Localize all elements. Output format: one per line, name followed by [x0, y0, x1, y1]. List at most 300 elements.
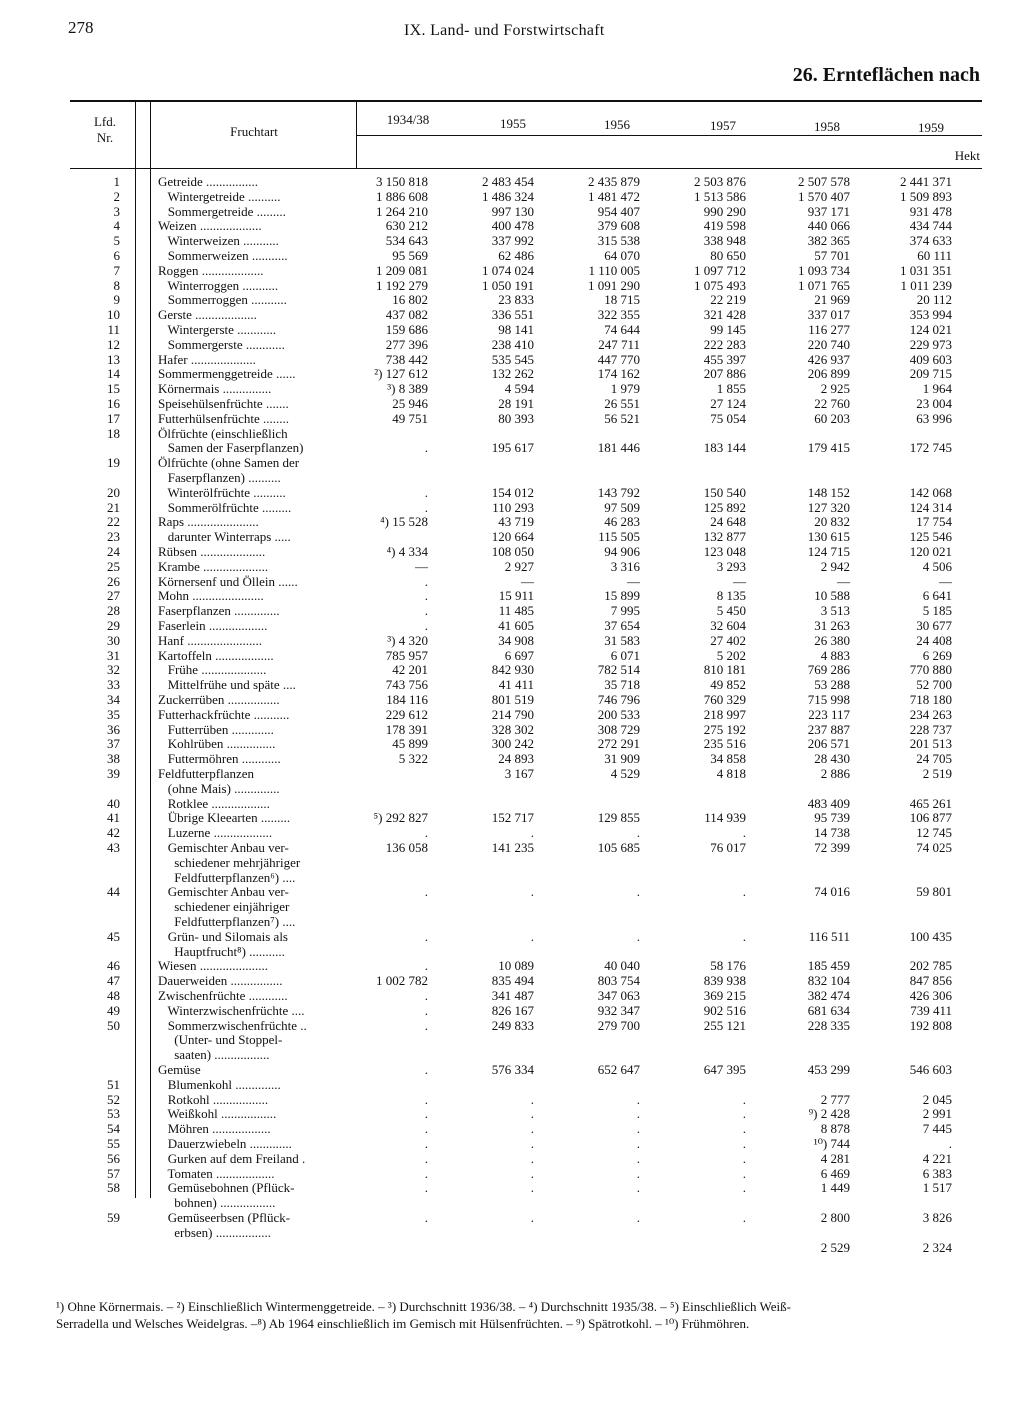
cell-value: .: [530, 1136, 534, 1151]
cell-value: 369 215: [703, 988, 746, 1003]
cell-value: 124 314: [909, 499, 952, 515]
cell-value: 409 603: [909, 351, 952, 367]
cell-value: 374 633: [909, 233, 952, 249]
cell-value: .: [530, 1165, 534, 1181]
cell-value: .: [636, 1136, 640, 1151]
cell-value: 440 066: [807, 218, 850, 234]
crop-name: Körnermais ...............: [158, 381, 272, 397]
cell-value: 341 487: [491, 988, 534, 1003]
cell-value: 34 858: [710, 751, 746, 767]
cell-value: 130 615: [807, 529, 850, 545]
crop-name: Gemüse: [158, 1062, 201, 1077]
cell-value: 4 883: [820, 647, 850, 663]
cell-value: 10 588: [814, 588, 850, 604]
cell-value: .: [530, 884, 534, 900]
row-number: 38: [107, 751, 120, 767]
crop-name: Gemischter Anbau ver-: [158, 840, 289, 855]
crop-name: Winterweizen ...........: [158, 233, 279, 249]
footnotes: [56, 1298, 986, 1332]
cell-value: 125 892: [703, 499, 746, 515]
cell-value: 18 715: [604, 292, 640, 308]
crop-name: Samen der Faserpflanzen): [158, 440, 304, 456]
cell-value: 322 355: [597, 307, 640, 323]
crop-name: Getreide ................: [158, 174, 259, 189]
cell-value: .: [424, 958, 428, 974]
cell-value: .: [424, 1017, 428, 1033]
cell-value: 247 711: [598, 336, 640, 352]
cell-value: 769 286: [807, 662, 850, 678]
cell-value: 17 754: [916, 514, 952, 530]
cell-value: 782 514: [597, 662, 640, 678]
cell-value: —: [837, 573, 850, 589]
cell-value: 110 293: [492, 499, 534, 515]
cell-value: 1 002 782: [376, 973, 428, 989]
cell-value: 382 365: [807, 233, 850, 249]
cell-value: 41 605: [498, 618, 534, 633]
cell-value: 143 792: [597, 484, 640, 500]
row-number: 36: [107, 721, 120, 737]
cell-value: 718 180: [909, 692, 952, 707]
cell-value: 321 428: [703, 307, 746, 323]
row-number: 39: [107, 766, 120, 781]
crop-name: Speisehülsenfrüchte .......: [158, 396, 289, 411]
cell-value: 2 507 578: [798, 174, 850, 189]
crop-name: darunter Winterraps .....: [158, 529, 291, 545]
cell-value: 105 685: [597, 840, 640, 855]
cell-value: 27 402: [710, 632, 746, 648]
cell-value: 535 545: [491, 351, 534, 367]
cell-value: 2 800: [820, 1210, 850, 1225]
cell-value: 99 145: [710, 322, 746, 337]
crop-name: Gurken auf dem Freiland .: [158, 1150, 306, 1166]
cell-value: 49 852: [710, 677, 746, 693]
cell-value: 183 144: [703, 440, 746, 456]
cell-value: 26 380: [814, 632, 850, 648]
cell-value: 49 751: [392, 410, 428, 426]
cell-value: 40 040: [604, 958, 640, 974]
cell-value: 21 969: [814, 292, 850, 308]
cell-value: 255 121: [703, 1017, 746, 1033]
cell-value: 308 729: [597, 721, 640, 737]
cell-value: .: [636, 1150, 640, 1166]
crop-name: Hanf .......................: [158, 632, 262, 648]
cell-value: 214 790: [491, 706, 534, 722]
cell-value: 202 785: [909, 958, 952, 974]
cell-value: 3 150 818: [376, 174, 428, 189]
cell-value: 125 546: [909, 529, 952, 545]
row-number: 13: [107, 351, 120, 367]
cell-value: 115 505: [598, 529, 640, 545]
crop-name: Frühe ....................: [158, 662, 267, 678]
cell-value: 22 760: [814, 396, 850, 411]
cell-value: .: [636, 1180, 640, 1196]
cell-value: .: [742, 1121, 746, 1137]
row-number: 45: [107, 928, 120, 944]
cell-value: .: [424, 1121, 428, 1137]
cell-value: 4 281: [820, 1150, 850, 1166]
cell-value: 132 262: [491, 366, 534, 382]
cell-value: 220 740: [807, 336, 850, 352]
cell-value: 20 832: [814, 514, 850, 530]
cell-value: 62 486: [498, 248, 534, 263]
cell-value: 64 070: [604, 248, 640, 263]
cell-value: .: [424, 440, 428, 456]
row-number: 59: [107, 1210, 120, 1225]
crop-name: Gemüseerbsen (Pflück-: [158, 1210, 291, 1225]
cell-value: 129 855: [597, 810, 640, 826]
cell-value: 24 408: [916, 632, 952, 648]
cell-value: 738 442: [385, 351, 428, 367]
cell-value: 1 071 765: [798, 277, 850, 293]
row-number: 21: [107, 499, 120, 515]
crop-name: erbsen) .................: [158, 1224, 272, 1240]
cell-value: .: [424, 603, 428, 619]
crop-name: Faserpflanzen) ..........: [158, 470, 281, 485]
crop-name: Kohlrüben ...............: [158, 736, 276, 752]
cell-value: 997 130: [491, 203, 534, 219]
cell-value: 75 054: [710, 410, 746, 426]
cell-value: 932 347: [597, 1002, 640, 1018]
header-year: 1957: [710, 118, 736, 133]
crop-name: schiedener mehrjähriger: [158, 854, 301, 870]
cell-value: 136 058: [385, 840, 428, 855]
cell-value: 647 395: [703, 1062, 746, 1077]
cell-value: .: [424, 1106, 428, 1122]
cell-value: 337 017: [807, 307, 850, 323]
cell-value: 1 509 893: [900, 188, 952, 204]
cell-value: .: [742, 1165, 746, 1181]
cell-value: 2 441 371: [900, 174, 952, 189]
cell-value: 801 519: [491, 692, 534, 707]
cell-value: 25 946: [392, 396, 428, 411]
cell-value: ⁴) 4 334: [386, 544, 428, 559]
cell-value: .: [424, 1165, 428, 1181]
cell-value: 681 634: [807, 1002, 850, 1018]
cell-value: 715 998: [807, 692, 850, 707]
crop-name: Kartoffeln ..................: [158, 647, 274, 663]
crop-name: Feldfutterpflanzen: [158, 766, 255, 781]
row-number: 57: [107, 1165, 120, 1181]
cell-value: 60 111: [917, 248, 952, 263]
cell-value: .: [424, 588, 428, 604]
cell-value: 1 192 279: [376, 277, 428, 293]
cell-value: 10 089: [498, 958, 534, 974]
cell-value: ¹⁰) 744: [813, 1136, 850, 1151]
cell-value: 34 908: [498, 632, 534, 648]
crop-name: Blumenkohl ..............: [158, 1076, 281, 1092]
row-number: 27: [107, 588, 120, 604]
cell-value: 902 516: [703, 1002, 746, 1018]
cell-value: 94 906: [604, 544, 640, 559]
cell-value: 434 744: [909, 218, 952, 234]
crop-name: Feldfutterpflanzen⁶) ....: [158, 869, 296, 885]
cell-value: .: [742, 1180, 746, 1196]
cell-value: 2 927: [504, 558, 534, 574]
cell-value: 5 322: [398, 751, 428, 767]
cell-value: —: [415, 558, 428, 574]
crop-name: Ölfrüchte (einschließlich: [158, 425, 288, 441]
cell-value: 80 650: [710, 248, 746, 263]
cell-value: 172 745: [909, 440, 952, 456]
cell-value: 37 654: [604, 618, 640, 633]
crop-name: (ohne Mais) ..............: [158, 780, 280, 796]
cell-value: 238 410: [491, 336, 534, 352]
cell-value: 1 075 493: [694, 277, 746, 293]
cell-value: 652 647: [597, 1062, 640, 1077]
crop-name: Rotklee ..................: [158, 795, 270, 811]
cell-value: .: [530, 1180, 534, 1196]
cell-value: 114 939: [704, 810, 746, 826]
cell-value: 400 478: [491, 218, 534, 234]
crop-name: schiedener einjähriger: [158, 899, 290, 915]
cell-value: 192 808: [909, 1017, 952, 1033]
crop-name: Feldfutterpflanzen⁷) ....: [158, 914, 296, 929]
crop-name: Futterhülsenfrüchte ........: [158, 410, 290, 426]
cell-value: 159 686: [385, 322, 428, 337]
row-number: 49: [107, 1002, 120, 1018]
cell-value: 41 411: [498, 677, 534, 693]
crop-name: Winterroggen ...........: [158, 277, 279, 293]
cell-value: 106 877: [909, 810, 952, 826]
cell-value: .: [424, 499, 428, 515]
footnote-line: ¹) Ohne Körnermais. – ²) Einschließlich Wintermenggetreide. – ³) Durchschnitt 1936/38. – ⁴) Durchschnitt 1935/38. – ⁵) Einschließlich Weiß-: [56, 1299, 791, 1314]
cell-value: 7 995: [610, 603, 640, 619]
row-number: 50: [107, 1017, 120, 1033]
cell-value: 1 964: [922, 381, 952, 397]
cell-value: 2 519: [922, 766, 952, 781]
cell-value: .: [530, 928, 534, 944]
header-nr: Nr.: [96, 130, 114, 145]
cell-value: 15 899: [604, 588, 640, 604]
cell-value: 2 886: [820, 766, 850, 781]
row-number: 3: [113, 203, 120, 219]
cell-value: 2 483 454: [482, 174, 534, 189]
crop-name: Sommerölfrüchte .........: [158, 499, 292, 515]
crop-name: Ölfrüchte (ohne Samen der: [158, 455, 300, 471]
cell-value: 3 513: [820, 603, 850, 619]
cell-value: .: [636, 1106, 640, 1122]
row-number: 43: [107, 840, 120, 855]
cell-value: 74 016: [814, 884, 850, 900]
cell-value: 2 435 879: [588, 174, 640, 189]
cell-value: .: [530, 1210, 534, 1225]
crop-name: Luzerne ..................: [158, 825, 273, 841]
cell-value: 108 050: [491, 544, 534, 559]
row-number: 14: [107, 366, 120, 382]
cell-value: 847 856: [909, 973, 952, 989]
cell-value: .: [636, 884, 640, 900]
cell-value: 1 855: [716, 381, 746, 397]
cell-value: .: [636, 1091, 640, 1107]
cell-value: 3 316: [610, 558, 640, 574]
row-number: 6: [113, 248, 120, 263]
footnote-line: Serradella und Welsches Weidelgras. –⁸) Ab 1964 einschließlich im Gemisch mit Hülsenfrüchten. – ⁹) Spätrotkohl. – ¹⁰) Frühmöhren.: [56, 1316, 750, 1331]
cell-value: 181 446: [597, 440, 640, 456]
cell-value: 59 801: [916, 884, 952, 900]
crop-name: Tomaten ..................: [158, 1165, 275, 1181]
row-number: 51: [107, 1076, 120, 1092]
cell-value: 20 112: [916, 292, 952, 308]
table-top-rule: [70, 100, 982, 102]
cell-value: 1 517: [922, 1180, 952, 1196]
cell-value: 1 011 239: [900, 277, 952, 293]
cell-value: 1 074 024: [482, 262, 534, 278]
cell-value: 22 219: [710, 292, 746, 308]
cell-value: .: [424, 928, 428, 944]
crop-name: Winterzwischenfrüchte ....: [158, 1002, 305, 1018]
cell-value: 31 909: [604, 751, 640, 767]
cell-value: 4 594: [504, 381, 534, 397]
crop-name: Gemischter Anbau ver-: [158, 884, 289, 900]
row-number: 33: [107, 677, 120, 693]
fruchtart-column-rule: [150, 102, 151, 1198]
cell-value: .: [530, 825, 534, 841]
cell-value: 76 017: [710, 840, 746, 855]
cell-value: 32 604: [710, 618, 746, 633]
cell-value: 465 261: [909, 795, 952, 811]
cell-value: 839 938: [703, 973, 746, 989]
cell-value: 453 299: [807, 1062, 850, 1077]
crop-name: Gerste ...................: [158, 307, 257, 323]
crop-name: Mittelfrühe und späte ....: [158, 677, 296, 693]
cell-value: .: [424, 1062, 428, 1077]
cell-value: .: [636, 1165, 640, 1181]
cell-value: 43 719: [498, 514, 534, 530]
crop-name: Rotkohl .................: [158, 1091, 269, 1107]
crop-name: Futterhackfrüchte ...........: [158, 706, 290, 722]
cell-value: 4 221: [922, 1150, 952, 1166]
cell-value: 4 506: [922, 558, 952, 574]
cell-value: 127 320: [807, 499, 850, 515]
cell-value: 31 583: [604, 632, 640, 648]
cell-value: .: [636, 825, 640, 841]
row-number: 58: [107, 1180, 120, 1196]
cell-value: 4 818: [716, 766, 746, 781]
crop-name: Sommermenggetreide ......: [158, 366, 296, 382]
row-number: 15: [107, 381, 120, 397]
header-fruchtart: Fruchtart: [230, 124, 278, 139]
cell-value: 739 411: [910, 1002, 952, 1018]
cell-value: 275 192: [703, 721, 746, 737]
cell-value: 2 503 876: [694, 174, 746, 189]
cell-value: 80 393: [498, 410, 534, 426]
cell-value: 534 643: [385, 233, 428, 249]
cell-value: 7 445: [922, 1121, 952, 1137]
cell-value: 124 021: [909, 322, 952, 337]
cell-value: 277 396: [385, 336, 428, 352]
crop-name: Mohn ......................: [158, 588, 264, 604]
cell-value: .: [424, 1150, 428, 1166]
cell-value: 272 291: [597, 736, 640, 752]
cell-value: .: [742, 1210, 746, 1225]
cell-value: 31 263: [814, 618, 850, 633]
cell-value: 1 979: [610, 381, 640, 397]
cell-value: 954 407: [597, 203, 640, 219]
cell-value: 803 754: [597, 973, 640, 989]
cell-value: 937 171: [807, 203, 850, 219]
header-year: 1955: [500, 116, 526, 131]
row-number: 31: [107, 647, 120, 663]
cell-value: .: [424, 825, 428, 841]
cell-value: 35 718: [604, 677, 640, 693]
cell-value: 382 474: [807, 988, 850, 1003]
cell-value: 746 796: [597, 692, 640, 707]
crop-name: Dauerweiden ................: [158, 973, 283, 989]
cell-value: 28 191: [498, 396, 534, 411]
row-number: 41: [107, 810, 120, 826]
cell-value: 1 097 712: [694, 262, 746, 278]
cell-value: 26 551: [604, 396, 640, 411]
crop-name: Grün- und Silomais als: [158, 928, 288, 944]
row-number: 1: [113, 174, 120, 189]
cell-value: 235 516: [703, 736, 746, 752]
cell-value: 826 167: [491, 1002, 534, 1018]
cell-value: .: [424, 1210, 428, 1225]
cell-value: 58 176: [710, 958, 746, 974]
cell-value: 116 277: [808, 322, 850, 337]
cell-value: 1 513 586: [694, 188, 746, 204]
cell-value: 60 203: [814, 410, 850, 426]
cell-value: 338 948: [703, 233, 746, 249]
cell-value: 223 117: [808, 706, 850, 722]
cell-value: ⁵) 292 827: [373, 810, 428, 826]
cell-value: .: [742, 825, 746, 841]
cell-value: 1 449: [820, 1180, 850, 1196]
cell-value: 5 450: [716, 603, 746, 619]
cell-value: 14 738: [814, 825, 850, 841]
crop-name: Gemüsebohnen (Pflück-: [158, 1180, 295, 1196]
crop-name: Übrige Kleearten .........: [158, 810, 291, 826]
cell-value: 229 973: [909, 336, 952, 352]
header-year: 1958: [814, 119, 840, 134]
row-number: 42: [107, 825, 120, 841]
crop-name: Winterölfrüchte ..........: [158, 484, 286, 500]
cell-value: 1 264 210: [376, 203, 428, 219]
cell-value: .: [742, 928, 746, 944]
cell-value: .: [530, 1121, 534, 1137]
cell-value: 209 715: [909, 366, 952, 382]
row-number: 46: [107, 958, 120, 974]
row-number: 29: [107, 618, 120, 633]
cell-value: 178 391: [385, 721, 428, 737]
header-year: 1934/38: [386, 112, 430, 127]
crop-name: Sommergetreide .........: [158, 203, 286, 219]
header-year: 1959: [918, 120, 944, 135]
row-number: 7: [113, 262, 120, 278]
cell-value: 337 992: [491, 233, 534, 249]
cell-value: 6 383: [922, 1165, 952, 1181]
cell-value: 2 942: [820, 558, 850, 574]
row-number: 11: [107, 322, 120, 337]
cell-value: 52 700: [916, 677, 952, 693]
row-number: 30: [107, 632, 120, 648]
cell-value: 228 737: [909, 721, 952, 737]
crop-name: Raps ......................: [158, 514, 259, 530]
crop-name: Futtermöhren ............: [158, 751, 281, 767]
cell-value: 546 603: [909, 1062, 952, 1077]
cell-value: 56 521: [604, 410, 640, 426]
cell-value: 3 826: [922, 1210, 952, 1225]
row-number: 18: [107, 425, 120, 441]
cell-value: 5 202: [716, 647, 746, 663]
cell-value: 154 012: [491, 484, 534, 500]
crop-name: Futterrüben .............: [158, 721, 274, 737]
crop-name: Roggen ...................: [158, 262, 264, 278]
cell-value: 222 283: [703, 336, 746, 352]
cell-value: 174 162: [597, 366, 640, 382]
cell-value: 234 263: [909, 706, 952, 722]
cell-value: 132 877: [703, 529, 746, 545]
